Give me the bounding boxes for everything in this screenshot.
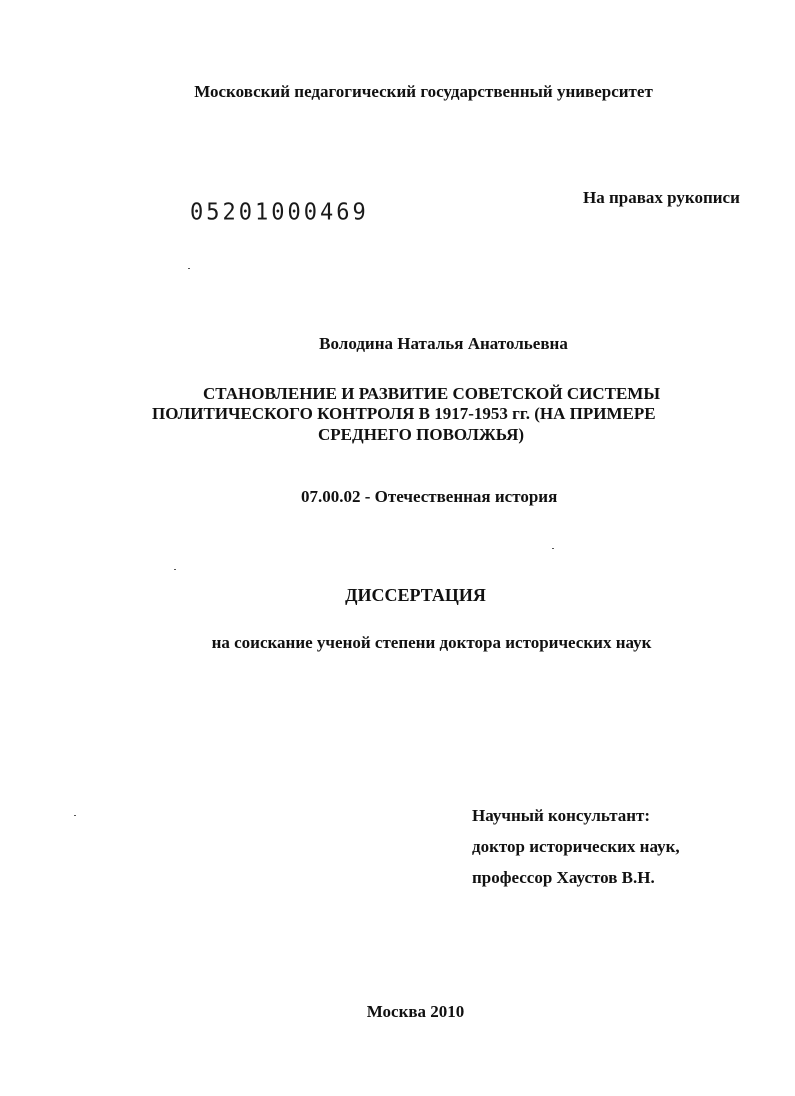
degree-statement: на соискание ученой степени доктора исторических наук (211, 633, 652, 652)
scan-speck (74, 815, 76, 816)
consultant-degree: доктор исторических наук, (472, 837, 680, 856)
document-type: ДИССЕРТАЦИЯ (345, 585, 486, 605)
archive-number-stamp: 05201000469 (190, 199, 369, 226)
title-line: СТАНОВЛЕНИЕ И РАЗВИТИЕ СОВЕТСКОЙ СИСТЕМЫ (203, 384, 661, 403)
consultant-name: профессор Хаустов В.Н. (472, 868, 655, 887)
city-year: Москва 2010 (366, 1002, 465, 1021)
title-line: ПОЛИТИЧЕСКОГО КОНТРОЛЯ В 1917-1953 гг. (НА ПРИМЕРЕ (152, 404, 656, 423)
author-name: Володина Наталья Анатольевна (319, 334, 568, 353)
university-name: Московский педагогический государственный университет (194, 82, 653, 101)
scan-speck (188, 268, 190, 269)
rights-notice: На правах рукописи (583, 188, 740, 207)
scan-speck (174, 569, 176, 570)
consultant-label: Научный консультант: (472, 806, 651, 825)
consultant-block (472, 807, 680, 900)
specialty-code: 07.00.02 - Отечественная история (301, 487, 558, 506)
scan-speck (552, 548, 554, 549)
title-line: СРЕДНЕГО ПОВОЛЖЬЯ) (318, 425, 525, 444)
